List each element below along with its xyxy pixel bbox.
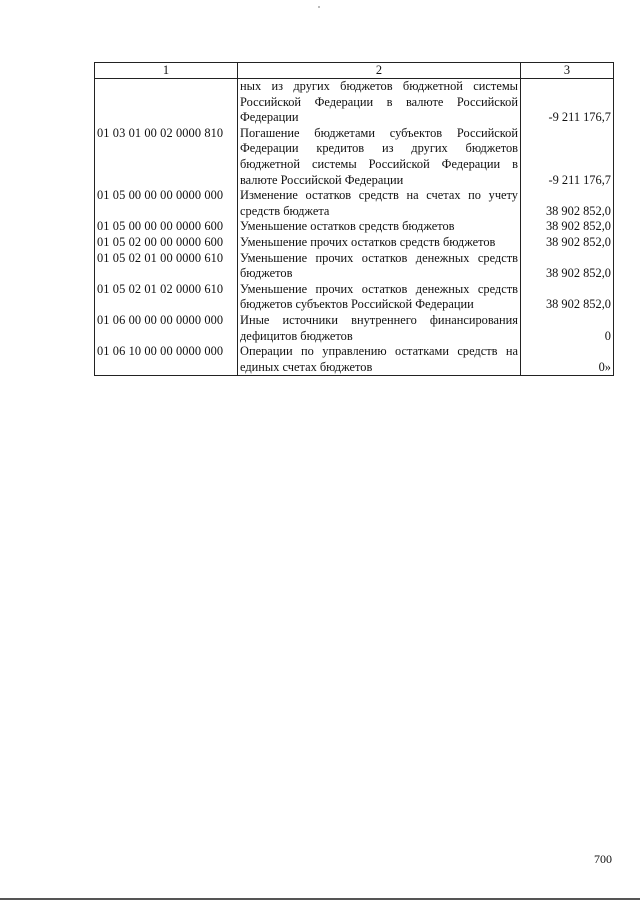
row-code: 01 03 01 00 02 0000 810 xyxy=(95,126,238,188)
table-row xyxy=(95,313,614,344)
row-amount: 0» xyxy=(521,344,614,376)
page-number: 700 xyxy=(594,852,612,866)
row-description: Погашение бюджетами субъектов Российской Федерации кредитов из других бюджетов бюджетной системы Российской Федерации в валюте Российской Федерации xyxy=(238,126,521,188)
row-code: 01 06 00 00 00 0000 000 xyxy=(95,313,238,344)
row-description: Операции по управлению остатками средств на единых счетах бюджетов xyxy=(238,344,521,376)
table-row xyxy=(95,188,614,219)
row-description: Уменьшение прочих остатков средств бюджетов xyxy=(238,235,521,251)
row-description: Иные источники внутреннего финансирования дефицитов бюджетов xyxy=(238,313,521,344)
row-amount: 38 902 852,0 xyxy=(521,219,614,235)
table-row xyxy=(95,251,614,282)
column-header-2: 2 xyxy=(238,63,521,79)
row-code: 01 05 02 00 00 0000 600 xyxy=(95,235,238,251)
row-description: ных из других бюджетов бюджетной системы Российской Федерации в валюте Российской Федерации xyxy=(238,79,521,126)
row-description: Уменьшение остатков средств бюджетов xyxy=(238,219,521,235)
row-amount: 38 902 852,0 xyxy=(521,251,614,282)
table-row xyxy=(95,344,614,376)
row-amount: 0 xyxy=(521,313,614,344)
scan-dot xyxy=(318,6,320,8)
row-amount: 38 902 852,0 xyxy=(521,282,614,313)
row-description: Изменение остатков средств на счетах по учету средств бюджета xyxy=(238,188,521,219)
row-code: 01 05 00 00 00 0000 600 xyxy=(95,219,238,235)
column-header-3: 3 xyxy=(521,63,614,79)
budget-sources-table xyxy=(94,62,614,376)
table-row xyxy=(95,282,614,313)
row-description: Уменьшение прочих остатков денежных средств бюджетов субъектов Российской Федерации xyxy=(238,282,521,313)
row-amount: 38 902 852,0 xyxy=(521,188,614,219)
table-row xyxy=(95,126,614,188)
row-amount: -9 211 176,7 xyxy=(521,126,614,188)
row-code xyxy=(95,79,238,126)
bottom-edge-line xyxy=(0,898,640,900)
column-header-1: 1 xyxy=(95,63,238,79)
row-amount: 38 902 852,0 xyxy=(521,235,614,251)
row-code: 01 05 02 01 02 0000 610 xyxy=(95,282,238,313)
row-code: 01 06 10 00 00 0000 000 xyxy=(95,344,238,376)
row-description: Уменьшение прочих остатков денежных средств бюджетов xyxy=(238,251,521,282)
table-row xyxy=(95,219,614,235)
row-amount: -9 211 176,7 xyxy=(521,79,614,126)
table-row xyxy=(95,79,614,126)
table-row xyxy=(95,235,614,251)
row-code: 01 05 00 00 00 0000 000 xyxy=(95,188,238,219)
table-header-row xyxy=(95,63,614,79)
row-code: 01 05 02 01 00 0000 610 xyxy=(95,251,238,282)
